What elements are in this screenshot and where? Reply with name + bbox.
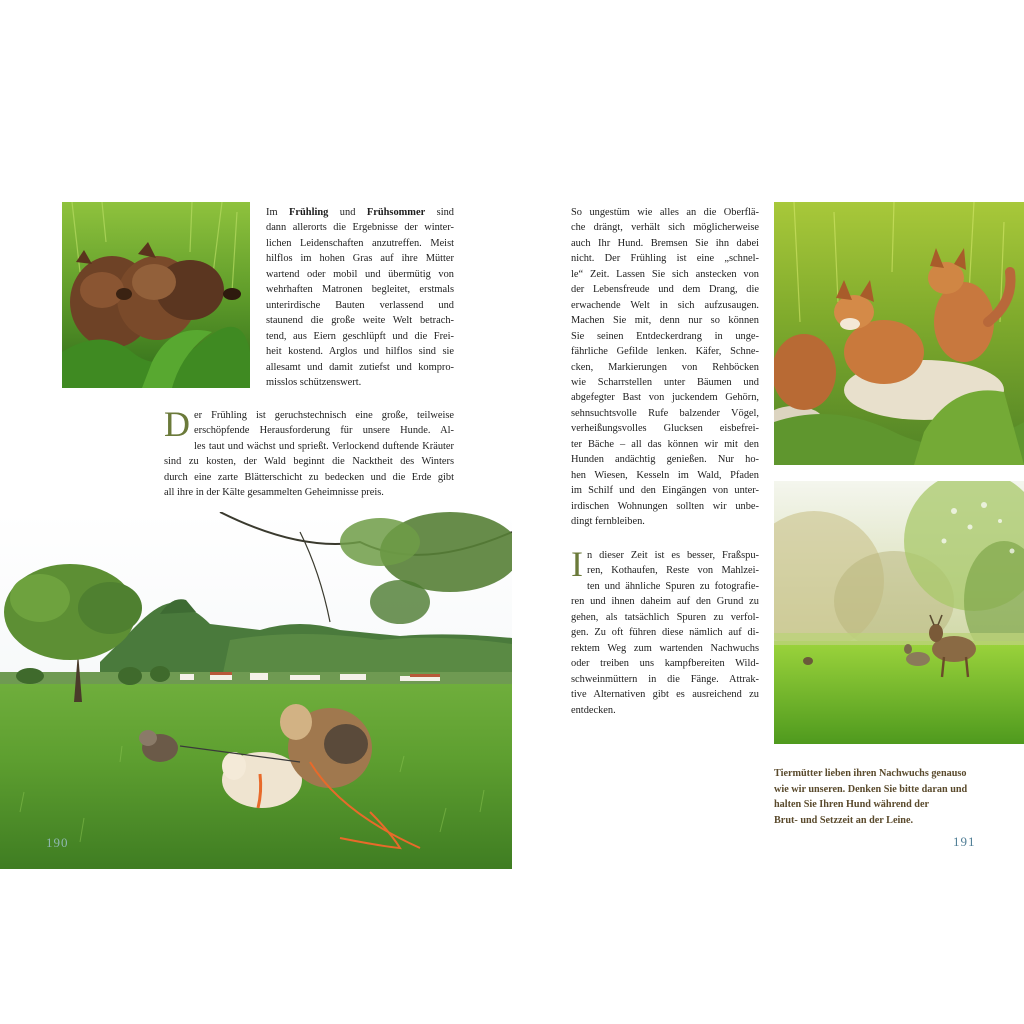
caption-line: Tiermütter lieben ihren Nachwuchs genauso [774, 768, 967, 779]
text-line: Machen Sie mit, denn nur so können [571, 315, 759, 327]
text-line: Im Frühling und Frühsommer sind [266, 207, 455, 218]
caption-line: halten Sie Ihren Hund während der [774, 799, 930, 811]
text-line: ten und ähnliche Spuren zu fotografie- [587, 580, 759, 592]
text-line: im Schilf und den Eingängen von unter- [571, 485, 759, 497]
photo-deer-meadow [774, 481, 1024, 744]
text-line: che drängt, verhält sich möglicherweise [571, 222, 759, 234]
right-paragraph-2 [571, 544, 759, 718]
page-number-right: 191 [953, 834, 976, 849]
text-line: Hunden andächtig genießen. Nur ho- [571, 454, 759, 466]
text-line: durch eine zarte Blätterschicht zu bedecken und die Erde gibt [164, 471, 454, 483]
text-line: lichen Leidenschaften anzutreffen. Meist [266, 237, 454, 249]
text-line: staunend die große weite Welt betrach- [266, 315, 454, 327]
text-line: irdischen Wohnungen sollten wir unbe- [571, 500, 759, 512]
page-number-left: 190 [46, 835, 69, 850]
text-line: auch Ihr Hund. Bremsen Sie ihn dabei [571, 237, 759, 249]
text-line: hilflos im hohen Gras auf ihre Mütter [266, 253, 454, 265]
right-paragraph-1 [571, 205, 759, 530]
caption-line: Brut- und Setzzeit an der Leine. [774, 814, 914, 826]
text-line: tive Alternativen gibt es ausreichend zu [571, 689, 759, 701]
text-line: les taut und wächst und sprießt. Verlockend duftende Kräuter [194, 440, 454, 452]
text-line: abgefegter Bast von juckendem Gehörn, [571, 392, 759, 404]
text-line: rektem Weg zum wartenden Nachwuchs [571, 642, 759, 654]
spring-paragraph [164, 404, 454, 501]
drop-cap: D [164, 404, 190, 444]
text-line: entdecken. [571, 704, 616, 716]
text-line: gehen, als tatsächlich Spuren zu verfol- [571, 611, 759, 623]
photo-wild-boar-piglets [62, 202, 250, 388]
text-line: Sie seinen Entdeckerdrang in unge- [571, 330, 759, 342]
text-line: er Frühling ist geruchstechnisch eine große, teilweise [194, 410, 454, 421]
text-line: wartend oder mobil und übermütig von [266, 268, 454, 280]
text-line: gen. Zu oft führen diese nämlich auf di- [571, 627, 759, 639]
text-line: So ungestüm wie alles an die Oberflä- [571, 207, 759, 218]
text-line: ter Bäche – all das können wir mit den [571, 438, 759, 450]
text-line: le“ Zeit. Lassen Sie sich anstecken von [571, 268, 759, 280]
photo-fox-cubs [774, 202, 1024, 465]
text-line: allesamt und damit zutiefst und kompro- [266, 361, 454, 373]
text-line: sehnsuchtsvolle Rufe balzender Vögel, [571, 407, 759, 419]
text-line: cken, Markierungen von Rehböcken [571, 361, 759, 373]
text-line: sind zu kosten, der Wald beginnt die Nacktheit des Winters [164, 456, 454, 468]
text-line: all ihre in der Kälte gesammelten Geheimnisse preis. [164, 487, 384, 499]
text-line: tend, aus Eiern geschlüpft und die Frei- [266, 330, 454, 342]
text-line: ren, Kothaufen, Reste von Mahlzei- [587, 565, 759, 577]
text-line: oder treiben uns kampfbereiten Wild- [571, 658, 759, 670]
caption-line: wie wir unseren. Denken Sie bitte daran und [774, 783, 968, 795]
text-line: schweinmüttern in die Fänge. Attrak- [571, 673, 759, 685]
text-line: der Lebensfreude und dem Drang, die [571, 284, 759, 296]
text-line: misslos schützenswert. [266, 376, 362, 388]
text-line: fährliche Gefilde lenken. Käfer, Schne- [571, 346, 759, 358]
text-line: ren und ihnen daheim auf den Grund zu [571, 596, 759, 608]
text-line: dann allerorts die Ergebnisse der winter- [266, 222, 454, 234]
photo-meadow-dogs [0, 512, 512, 869]
text-line: hen Wiesen, Kesseln im Wald, Pfaden [571, 469, 759, 481]
text-line: verheißungsvolles Glucksen eisbefrei- [571, 423, 759, 435]
text-line: unterirdische Bauten verlassend und [266, 299, 454, 311]
drop-cap: I [571, 544, 583, 584]
text-line: nicht. Der Frühling ist eine „schnel- [571, 253, 759, 265]
text-line: n dieser Zeit ist es besser, Fraßspu- [587, 550, 759, 561]
text-line: erwachende Welt in sich aufzusaugen. [571, 299, 759, 311]
intro-paragraph [266, 205, 454, 390]
text-line: dingt fernbleiben. [571, 516, 645, 528]
text-line: heit kostend. Arglos und hilflos sind sie [266, 346, 454, 358]
text-line: wehrhaften Matronen begleitet, erstmals [266, 284, 454, 296]
photo-caption [774, 766, 1004, 828]
text-line: wie Scharrstellen unter Bäumen und [571, 376, 759, 388]
text-line: erschöpfende Herausforderung für unsere Hunde. Al- [194, 425, 454, 437]
